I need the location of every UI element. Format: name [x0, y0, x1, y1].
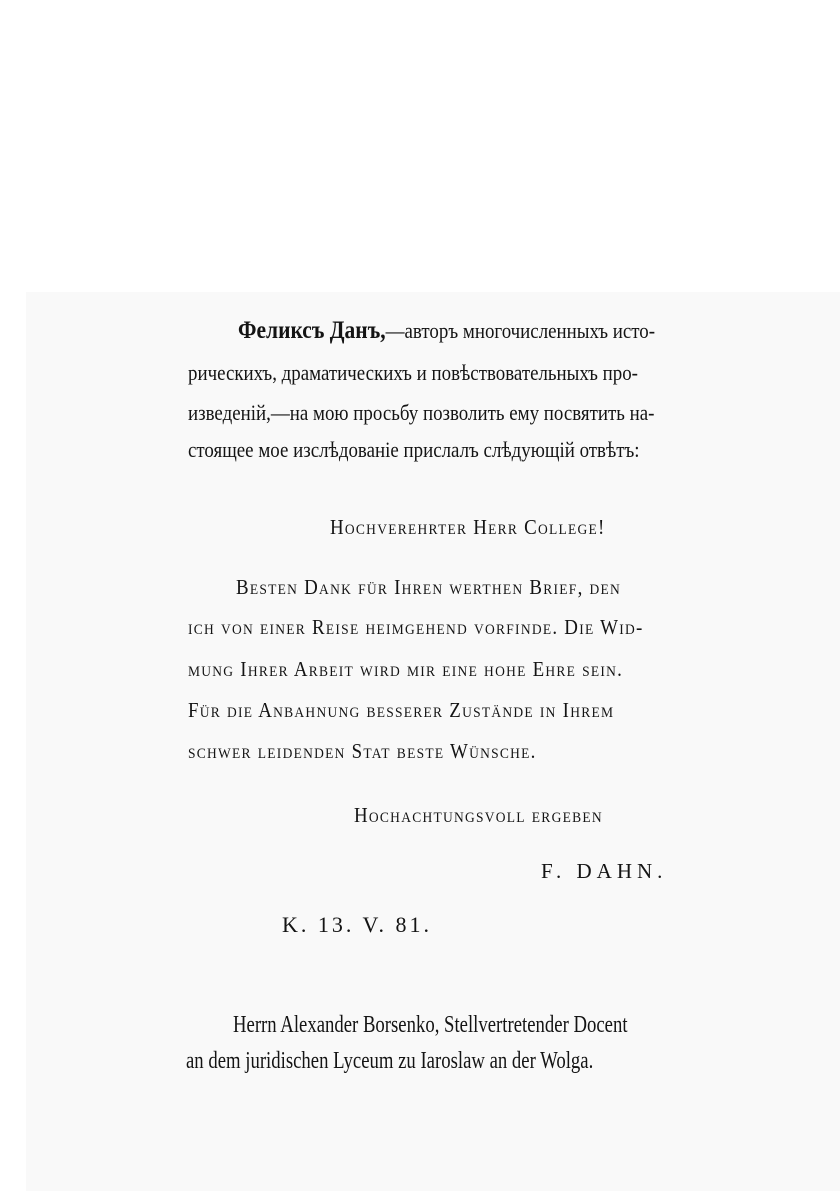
letter-closing: Hochachtungsvoll ergeben — [354, 803, 603, 827]
letter-date: K. 13. V. 81. — [282, 912, 433, 937]
letter-body-line-5: schwer leidenden Stat beste Wünsche. — [188, 739, 537, 763]
intro-line-4: стоящее мое изслѣдованіе прислалъ слѣдующій отвѣтъ: — [188, 437, 640, 462]
letter-body-line-1: Besten Dank für Ihren werthen Brief, den — [236, 575, 622, 599]
address-line-1: Herrn Alexander Borsenko, Stellvertretender Docent — [233, 1012, 628, 1038]
letter-body-line-4: Für die Anbahnung besserer Zustände in Ihrem — [188, 698, 615, 722]
intro-line-3: изведеній,—на мою просьбу позволить ему посвятить на- — [188, 400, 655, 425]
letter-signature: F. DAHN. — [541, 859, 668, 883]
author-name: Феликсъ Данъ, — [238, 317, 386, 344]
intro-line-1-rest: —авторъ многочисленныхъ исто- — [385, 318, 656, 343]
intro-line-2: рическихъ, драматическихъ и повѣствовательныхъ про- — [188, 360, 638, 385]
address-line-2: an dem juridischen Lyceum zu Iaroslaw an der Wolga. — [186, 1048, 594, 1074]
letter-body-line-3: mung Ihrer Arbeit wird mir eine hohe Ehre sein. — [188, 657, 624, 681]
letter-body-line-2: ich von einer Reise heimgehend vorfinde. Die Wid- — [188, 615, 644, 639]
letter-salutation: Hochverehrter Herr College! — [330, 515, 606, 539]
intro-line-1 — [238, 318, 655, 344]
